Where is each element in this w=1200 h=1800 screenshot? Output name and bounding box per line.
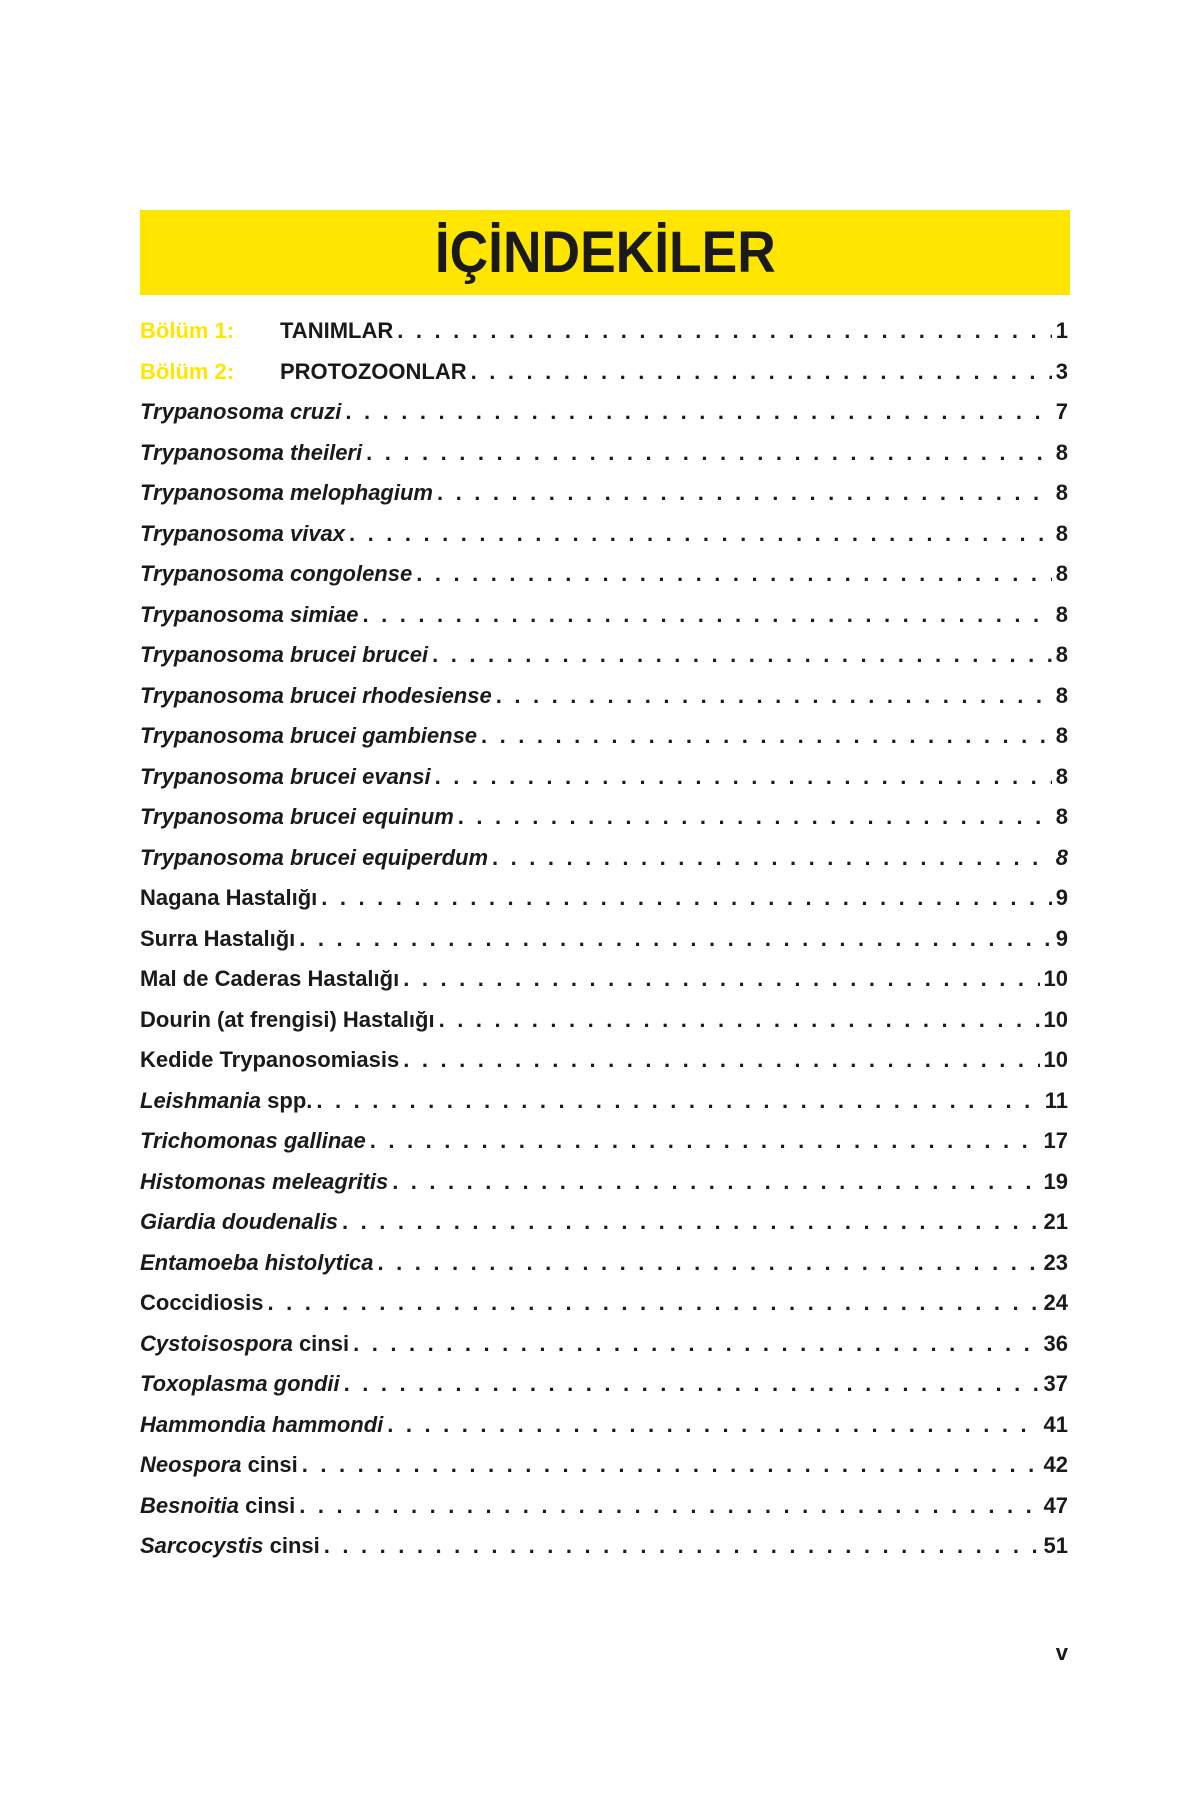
page-number: 3 [1055,358,1068,384]
dot-leader [403,1047,1039,1073]
dot-leader [458,804,1052,830]
entry-scientific-name: Trypanosoma brucei equiperdum [140,844,489,870]
entry-scientific-name: Histomonas meleagritis [140,1168,389,1194]
dot-leader [387,1412,1039,1438]
page-number: 21 [1043,1209,1068,1234]
entry-title [140,440,366,466]
dot-leader [481,723,1052,749]
page-number: 8 [1055,642,1068,667]
page-number: 47 [1043,1492,1068,1518]
entry-scientific-name: Trypanosoma brucei brucei [140,642,429,667]
page-number: 8 [1055,601,1068,627]
entry-scientific-name: Trypanosoma vivax [140,520,346,546]
dot-leader [366,440,1052,466]
page-number: 42 [1043,1452,1068,1477]
page-number: 10 [1043,1047,1068,1072]
table-of-contents [140,318,1068,1574]
toc-entry-row[interactable] [140,966,1068,1007]
entry-scientific-name: Leishmania [140,1087,262,1113]
entry-title [140,480,437,506]
dot-leader [344,1371,1040,1397]
dot-leader [416,561,1052,587]
entry-title [140,602,362,628]
toc-entry-row[interactable] [140,1331,1068,1372]
page-number: 8 [1055,480,1068,505]
page-number: 10 [1043,966,1068,991]
toc-entry-row[interactable] [140,845,1068,886]
dot-leader [299,1493,1039,1519]
entry-plain-text: Surra Hastalığı [140,925,296,951]
dot-leader [432,642,1052,668]
page-number: 8 [1055,844,1068,870]
entry-plain-text: cinsi [263,1533,320,1558]
toc-entry-row[interactable] [140,683,1068,724]
entry-title [140,926,299,952]
dot-leader [439,1007,1040,1033]
dot-leader [392,1169,1039,1195]
dot-leader [316,1088,1040,1114]
toc-entry-row[interactable] [140,885,1068,926]
entry-scientific-name: Trichomonas gallinae [140,1128,366,1153]
page-number: 9 [1055,885,1068,910]
dot-leader [435,764,1052,790]
entry-title [140,1331,353,1357]
dot-leader [362,602,1051,628]
toc-entry-row[interactable] [140,440,1068,481]
page-number: 1 [1055,318,1068,343]
dot-leader [299,926,1051,952]
toc-entry-row[interactable] [140,1088,1068,1129]
toc-entry-row[interactable] [140,926,1068,967]
entry-title [140,1169,392,1195]
entry-plain-text: cinsi [241,1452,298,1477]
entry-title [140,1209,342,1235]
dot-leader [403,966,1039,992]
dot-leader [471,359,1052,385]
entry-title [140,1533,324,1559]
toc-entry-row[interactable] [140,521,1068,562]
entry-scientific-name: Trypanosoma brucei equinum [140,804,454,829]
page-title: İÇİNDEKİLER [434,219,776,285]
entry-scientific-name: Sarcocystis [140,1533,264,1558]
entry-plain-text: Dourin (at frengisi) Hastalığı [140,1006,435,1032]
entry-title [140,399,345,425]
dot-leader [397,318,1052,344]
dot-leader [342,1209,1039,1235]
entry-title [140,845,492,871]
entry-title [140,683,496,709]
entry-scientific-name: Cystoisospora [140,1330,293,1356]
page-number: 9 [1055,925,1068,951]
entry-scientific-name: Trypanosoma melophagium [140,480,433,505]
toc-entry-row[interactable] [140,1493,1068,1534]
toc-entry-row[interactable] [140,561,1068,602]
entry-title [140,1088,316,1114]
dot-leader [349,521,1052,547]
entry-title [140,1371,344,1397]
entry-scientific-name: Trypanosoma brucei gambiense [140,723,478,748]
page-number: 7 [1055,399,1068,424]
toc-entry-row[interactable] [140,1007,1068,1048]
page-number: 11 [1044,1087,1068,1113]
entry-plain-text: Nagana Hastalığı [140,885,318,910]
entry-title [140,1128,370,1154]
toc-entry-row[interactable] [140,399,1068,440]
toc-entry-row[interactable] [140,1371,1068,1412]
entry-scientific-name: Trypanosoma theileri [140,439,363,465]
entry-scientific-name: Entamoeba histolytica [140,1249,374,1275]
page-number: 19 [1043,1168,1068,1194]
entry-title [140,966,403,992]
toc-entry-row[interactable] [140,1250,1068,1291]
page-number: 8 [1055,439,1068,465]
entry-title [140,1452,302,1478]
toc-entry-row[interactable] [140,642,1068,683]
toc-entry-row[interactable] [140,1412,1068,1453]
entry-scientific-name: Trypanosoma brucei evansi [140,763,431,789]
page-number: 36 [1043,1330,1068,1356]
entry-scientific-name: Besnoitia [140,1492,240,1518]
dot-leader [353,1331,1039,1357]
entry-title [140,1047,403,1073]
toc-entry-row[interactable] [140,602,1068,643]
toc-entry-row[interactable] [140,1452,1068,1493]
dot-leader [437,480,1052,506]
page-number: 23 [1043,1249,1068,1275]
entry-plain-text: cinsi [239,1492,296,1518]
entry-plain-text: Coccidiosis [140,1290,264,1315]
entry-title [140,1412,387,1438]
entry-title [140,1007,439,1033]
entry-scientific-name: Hammondia hammondi [140,1411,384,1437]
entry-scientific-name: Trypanosoma brucei rhodesiense [140,682,492,708]
entry-scientific-name: Neospora [140,1452,242,1477]
entry-title [140,764,435,790]
entry-scientific-name: Toxoplasma gondii [140,1371,340,1396]
entry-title [140,723,481,749]
page-number: 24 [1043,1290,1068,1315]
entry-title [140,521,349,547]
section-label: Bölüm 1: [140,318,235,343]
section-label: Bölüm 2: [140,358,235,384]
entry-scientific-name: Trypanosoma cruzi [140,399,342,424]
toc-entry-row[interactable] [140,764,1068,805]
toc-entry-row[interactable] [140,804,1068,845]
toc-entry-row[interactable] [140,480,1068,521]
section-title: TANIMLAR [280,318,394,343]
entry-title [140,1290,267,1316]
dot-leader [345,399,1051,425]
page-number: 8 [1055,520,1068,546]
page-number: 17 [1043,1128,1068,1153]
entry-plain-text: Kedide Trypanosomiasis [140,1047,400,1072]
toc-entry-row[interactable] [140,1128,1068,1169]
page-number: 8 [1055,723,1068,748]
entry-title [140,1493,299,1519]
toc-entry-row[interactable] [140,1533,1068,1574]
dot-leader [378,1250,1040,1276]
dot-leader [321,885,1051,911]
dot-leader [324,1533,1040,1559]
toc-section-row[interactable] [140,318,1068,359]
dot-leader [370,1128,1040,1154]
page-number: 10 [1043,1006,1068,1032]
entry-title [140,1250,378,1276]
page-number: 8 [1055,561,1068,586]
toc-entry-row[interactable] [140,1290,1068,1331]
page-number: 8 [1055,682,1068,708]
entry-scientific-name: Giardia doudenalis [140,1209,339,1234]
entry-scientific-name: Trypanosoma simiae [140,601,359,627]
page-number: 51 [1043,1533,1068,1558]
entry-title [140,804,458,830]
section-title: PROTOZOONLAR [280,358,467,384]
page-number: 37 [1043,1371,1068,1396]
dot-leader [267,1290,1039,1316]
entry-title [140,642,432,668]
page-number: 8 [1055,804,1068,829]
page-folio: v [1055,1640,1068,1665]
entry-plain-text: Mal de Caderas Hastalığı [140,966,400,991]
entry-title [140,561,416,587]
title-banner [140,210,1070,295]
entry-scientific-name: Trypanosoma congolense [140,561,413,586]
toc-section-row[interactable] [140,359,1068,400]
toc-entry-row[interactable] [140,1169,1068,1210]
dot-leader [496,683,1052,709]
toc-entry-row[interactable] [140,723,1068,764]
dot-leader [492,845,1052,871]
dot-leader [302,1452,1040,1478]
page-number: 8 [1055,763,1068,789]
entry-plain-text: cinsi [292,1330,350,1356]
page-number: 41 [1043,1411,1068,1437]
toc-entry-row[interactable] [140,1047,1068,1088]
entry-title [140,885,321,911]
entry-plain-text: spp. [261,1087,313,1113]
toc-entry-row[interactable] [140,1209,1068,1250]
